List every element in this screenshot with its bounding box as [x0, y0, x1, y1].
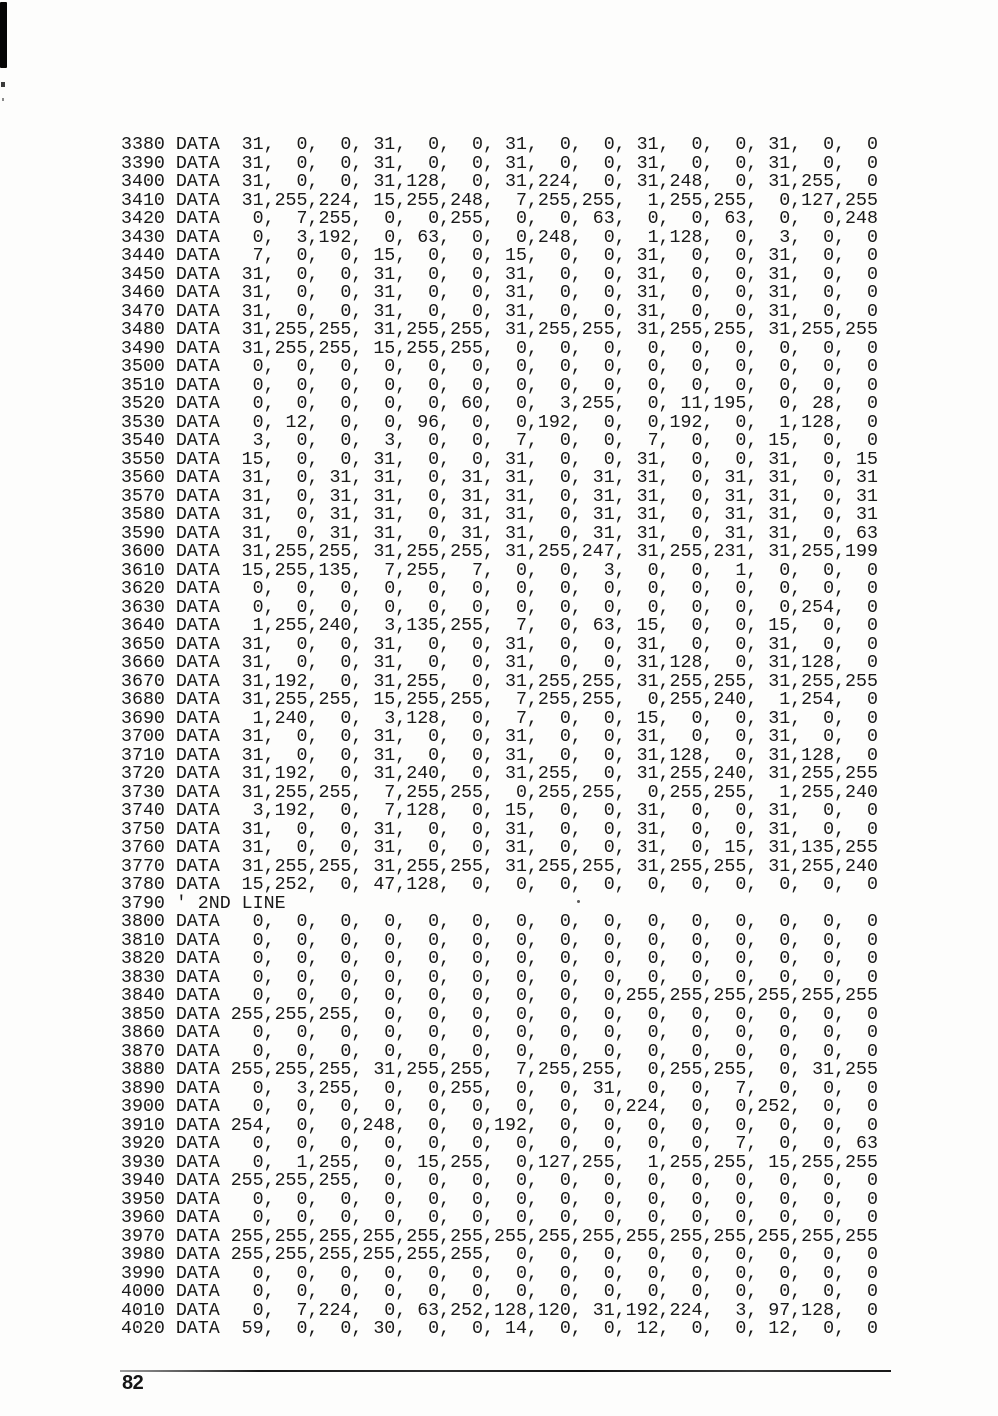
- code-data-line: 3710 DATA 31, 0, 0, 31, 0, 0, 31, 0, 0, 31,128, 0, 31,128, 0: [121, 745, 878, 766]
- code-data-line: 3420 DATA 0, 7,255, 0, 0,255, 0, 0, 63, 0, 0, 63, 0, 0,248: [121, 209, 878, 229]
- code-data-line: 3750 DATA 31, 0, 0, 31, 0, 0, 31, 0, 0, 31, 0, 0, 31, 0, 0: [121, 819, 878, 840]
- code-data-line: 3560 DATA 31, 0, 31, 31, 0, 31, 31, 0, 31, 31, 0, 31, 31, 0, 31: [121, 468, 878, 488]
- code-data-line: 3820 DATA 0, 0, 0, 0, 0, 0, 0, 0, 0, 0, 0, 0, 0, 0, 0: [121, 949, 878, 969]
- code-data-line: 4020 DATA 59, 0, 0, 30, 0, 0, 14, 0, 0, 12, 0, 0, 12, 0, 0: [121, 1319, 878, 1339]
- code-data-line: 3760 DATA 31, 0, 0, 31, 0, 0, 31, 0, 0, 31, 0, 15, 31,135,255: [121, 838, 878, 858]
- footer-divider: [120, 1370, 891, 1372]
- scan-artifact-dot: [2, 98, 4, 101]
- code-data-line: 3640 DATA 1,255,240, 3,135,255, 7, 0, 63, 15, 0, 0, 15, 0, 0: [121, 616, 878, 636]
- code-data-line: 3930 DATA 0, 1,255, 0, 15,255, 0,127,255, 1,255,255, 15,255,255: [121, 1152, 878, 1173]
- code-data-line: 3450 DATA 31, 0, 0, 31, 0, 0, 31, 0, 0, 31, 0, 0, 31, 0, 0: [121, 264, 878, 285]
- code-data-line: 3460 DATA 31, 0, 0, 31, 0, 0, 31, 0, 0, 31, 0, 0, 31, 0, 0: [121, 283, 878, 303]
- code-data-line: 3570 DATA 31, 0, 31, 31, 0, 31, 31, 0, 31, 31, 0, 31, 31, 0, 31: [121, 486, 878, 507]
- code-data-line: 3530 DATA 0, 12, 0, 0, 96, 0, 0,192, 0, 0,192, 0, 1,128, 0: [121, 412, 878, 433]
- code-data-line: 3890 DATA 0, 3,255, 0, 0,255, 0, 0, 31, 0, 0, 7, 0, 0, 0: [121, 1078, 878, 1099]
- code-data-line: 3650 DATA 31, 0, 0, 31, 0, 0, 31, 0, 0, 31, 0, 0, 31, 0, 0: [121, 634, 878, 655]
- code-data-line: 3910 DATA 254, 0, 0,248, 0, 0,192, 0, 0, 0, 0, 0, 0, 0, 0: [121, 1115, 878, 1136]
- code-data-line: 3430 DATA 0, 3,192, 0, 63, 0, 0,248, 0, 1,128, 0, 3, 0, 0: [121, 227, 878, 248]
- code-data-line: 4000 DATA 0, 0, 0, 0, 0, 0, 0, 0, 0, 0, 0, 0, 0, 0, 0: [121, 1282, 878, 1302]
- scan-artifact-dot: [1, 82, 5, 87]
- page-number: 82: [122, 1372, 144, 1394]
- code-data-line: 3770 DATA 31,255,255, 31,255,255, 31,255,255, 31,255,255, 31,255,240: [121, 856, 878, 877]
- code-data-line: 3990 DATA 0, 0, 0, 0, 0, 0, 0, 0, 0, 0, 0, 0, 0, 0, 0: [121, 1263, 878, 1284]
- code-data-line: 3390 DATA 31, 0, 0, 31, 0, 0, 31, 0, 0, 31, 0, 0, 31, 0, 0: [121, 153, 878, 174]
- code-data-line: 3510 DATA 0, 0, 0, 0, 0, 0, 0, 0, 0, 0, 0, 0, 0, 0, 0: [121, 375, 878, 396]
- code-data-line: 3660 DATA 31, 0, 0, 31, 0, 0, 31, 0, 0, 31,128, 0, 31,128, 0: [121, 653, 878, 673]
- code-data-line: 3440 DATA 7, 0, 0, 15, 0, 0, 15, 0, 0, 31, 0, 0, 31, 0, 0: [121, 246, 878, 266]
- code-data-line: 3700 DATA 31, 0, 0, 31, 0, 0, 31, 0, 0, 31, 0, 0, 31, 0, 0: [121, 727, 878, 747]
- code-data-line: 3950 DATA 0, 0, 0, 0, 0, 0, 0, 0, 0, 0, 0, 0, 0, 0, 0: [121, 1189, 878, 1210]
- code-data-line: 3690 DATA 1,240, 0, 3,128, 0, 7, 0, 0, 15, 0, 0, 31, 0, 0: [121, 708, 878, 729]
- code-data-line: 3970 DATA 255,255,255,255,255,255,255,255,255,255,255,255,255,255,255: [121, 1226, 878, 1247]
- code-comment-line: 3790 ' 2ND LINE: [121, 893, 286, 914]
- code-data-line: 3810 DATA 0, 0, 0, 0, 0, 0, 0, 0, 0, 0, 0, 0, 0, 0, 0: [121, 930, 878, 951]
- code-data-line: 3400 DATA 31, 0, 0, 31,128, 0, 31,224, 0, 31,248, 0, 31,255, 0: [121, 172, 878, 192]
- code-data-line: 3860 DATA 0, 0, 0, 0, 0, 0, 0, 0, 0, 0, 0, 0, 0, 0, 0: [121, 1023, 878, 1043]
- code-data-line: 3870 DATA 0, 0, 0, 0, 0, 0, 0, 0, 0, 0, 0, 0, 0, 0, 0: [121, 1041, 878, 1062]
- code-data-line: 3580 DATA 31, 0, 31, 31, 0, 31, 31, 0, 31, 31, 0, 31, 31, 0, 31: [121, 505, 878, 525]
- code-data-line: 3830 DATA 0, 0, 0, 0, 0, 0, 0, 0, 0, 0, 0, 0, 0, 0, 0: [121, 967, 878, 988]
- code-data-line: 3520 DATA 0, 0, 0, 0, 0, 60, 0, 3,255, 0, 11,195, 0, 28, 0: [121, 394, 878, 414]
- code-data-line: 3600 DATA 31,255,255, 31,255,255, 31,255,247, 31,255,231, 31,255,199: [121, 542, 878, 562]
- code-data-line: 3940 DATA 255,255,255, 0, 0, 0, 0, 0, 0, 0, 0, 0, 0, 0, 0: [121, 1171, 878, 1191]
- code-data-line: 3470 DATA 31, 0, 0, 31, 0, 0, 31, 0, 0, 31, 0, 0, 31, 0, 0: [121, 301, 878, 322]
- code-data-line: 3630 DATA 0, 0, 0, 0, 0, 0, 0, 0, 0, 0, 0, 0, 0,254, 0: [121, 597, 878, 618]
- code-data-line: 3780 DATA 15,252, 0, 47,128, 0, 0, 0, 0, 0, 0, 0, 0, 0, 0: [121, 875, 878, 895]
- code-data-line: 3590 DATA 31, 0, 31, 31, 0, 31, 31, 0, 31, 31, 0, 31, 31, 0, 63: [121, 523, 878, 544]
- code-data-line: 3920 DATA 0, 0, 0, 0, 0, 0, 0, 0, 0, 0, 0, 7, 0, 0, 63: [121, 1134, 878, 1154]
- code-data-line: 3900 DATA 0, 0, 0, 0, 0, 0, 0, 0, 0,224, 0, 0,252, 0, 0: [121, 1097, 878, 1117]
- code-data-line: 3720 DATA 31,192, 0, 31,240, 0, 31,255, 0, 31,255,240, 31,255,255: [121, 764, 878, 784]
- code-data-line: 4010 DATA 0, 7,224, 0, 63,252,128,120, 31,192,224, 3, 97,128, 0: [121, 1300, 878, 1321]
- code-data-line: 3880 DATA 255,255,255, 31,255,255, 7,255,255, 0,255,255, 0, 31,255: [121, 1060, 878, 1080]
- code-data-line: 3850 DATA 255,255,255, 0, 0, 0, 0, 0, 0, 0, 0, 0, 0, 0, 0: [121, 1004, 878, 1025]
- code-data-line: 3610 DATA 15,255,135, 7,255, 7, 0, 0, 3, 0, 0, 1, 0, 0, 0: [121, 560, 878, 581]
- code-data-line: 3960 DATA 0, 0, 0, 0, 0, 0, 0, 0, 0, 0, 0, 0, 0, 0, 0: [121, 1208, 878, 1228]
- code-data-line: 3380 DATA 31, 0, 0, 31, 0, 0, 31, 0, 0, 31, 0, 0, 31, 0, 0: [121, 135, 878, 155]
- code-data-line: 3540 DATA 3, 0, 0, 3, 0, 0, 7, 0, 0, 7, 0, 0, 15, 0, 0: [121, 431, 878, 451]
- code-data-line: 3490 DATA 31,255,255, 15,255,255, 0, 0, 0, 0, 0, 0, 0, 0, 0: [121, 338, 878, 359]
- code-data-line: 3410 DATA 31,255,224, 15,255,248, 7,255,255, 1,255,255, 0,127,255: [121, 190, 878, 211]
- code-data-line: 3480 DATA 31,255,255, 31,255,255, 31,255,255, 31,255,255, 31,255,255: [121, 320, 878, 340]
- code-data-line: 3740 DATA 3,192, 0, 7,128, 0, 15, 0, 0, 31, 0, 0, 31, 0, 0: [121, 801, 878, 821]
- code-data-line: 3730 DATA 31,255,255, 7,255,255, 0,255,255, 0,255,255, 1,255,240: [121, 782, 878, 803]
- code-data-line: 3550 DATA 15, 0, 0, 31, 0, 0, 31, 0, 0, 31, 0, 0, 31, 0, 15: [121, 449, 878, 470]
- code-data-line: 3840 DATA 0, 0, 0, 0, 0, 0, 0, 0, 0,255,255,255,255,255,255: [121, 986, 878, 1006]
- code-data-line: 3670 DATA 31,192, 0, 31,255, 0, 31,255,255, 31,255,255, 31,255,255: [121, 671, 878, 692]
- basic-code-listing: [121, 136, 878, 1339]
- code-data-line: 3800 DATA 0, 0, 0, 0, 0, 0, 0, 0, 0, 0, 0, 0, 0, 0, 0: [121, 912, 878, 932]
- code-data-line: 3680 DATA 31,255,255, 15,255,255, 7,255,255, 0,255,240, 1,254, 0: [121, 690, 878, 710]
- code-data-line: 3620 DATA 0, 0, 0, 0, 0, 0, 0, 0, 0, 0, 0, 0, 0, 0, 0: [121, 579, 878, 599]
- scan-artifact-bar: [0, 2, 7, 68]
- code-data-line: 3500 DATA 0, 0, 0, 0, 0, 0, 0, 0, 0, 0, 0, 0, 0, 0, 0: [121, 357, 878, 377]
- code-data-line: 3980 DATA 255,255,255,255,255,255, 0, 0, 0, 0, 0, 0, 0, 0, 0: [121, 1245, 878, 1265]
